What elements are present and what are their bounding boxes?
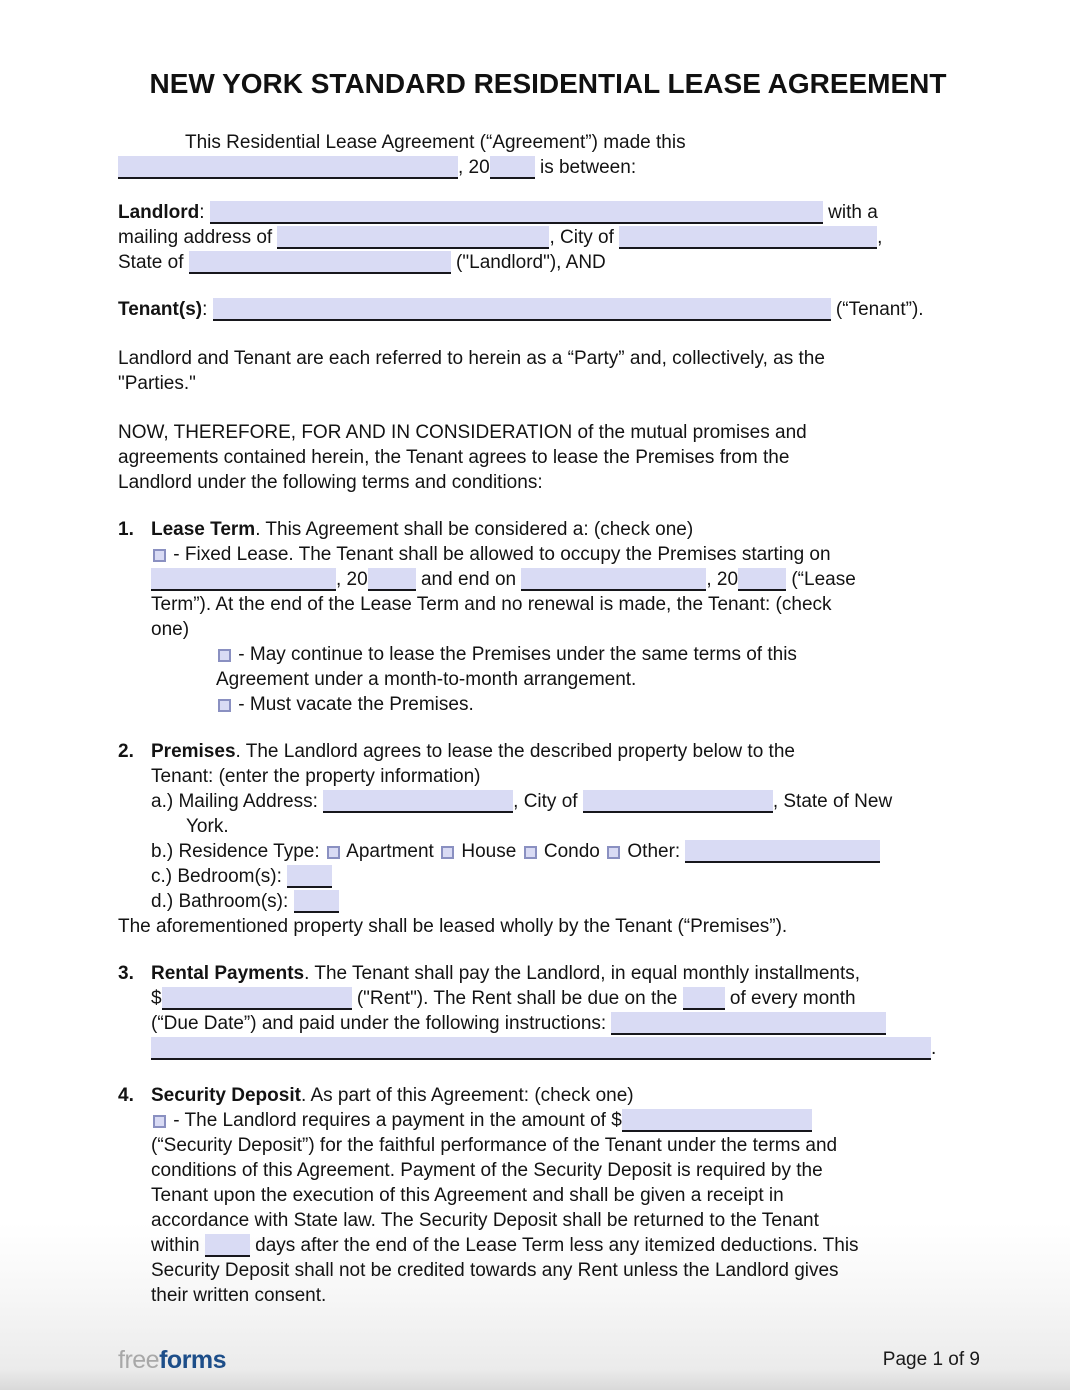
section-2-heading: Premises. The Landlord agrees to lease the described property below to the [151,741,795,762]
section-4-number: 4. [118,1085,134,1106]
section-security-deposit [118,1083,978,1308]
fixed-lease-line-2: , 20 and end on , 20 (“Lease [151,567,978,592]
rent-due-day-field[interactable] [683,987,725,1010]
parties-line-1: Landlord and Tenant are each referred to herein as a “Party” and, collectively, as the [118,348,825,369]
premises-city-field[interactable] [583,790,773,813]
bathrooms-field[interactable] [294,890,339,913]
deposit-line-5: accordance with State law. The Security Deposit shall be returned to the Tenant [151,1210,819,1231]
section-3-number: 3. [118,963,134,984]
section-3-heading: Rental Payments. The Tenant shall pay the Landlord, in equal monthly installments, [151,963,861,984]
fixed-lease-checkbox[interactable] [153,549,166,562]
consideration-line-3: Landlord under the following terms and conditions: [118,472,543,493]
lease-end-date-field[interactable] [521,568,706,591]
lease-end-year-field[interactable] [738,568,786,591]
rent-amount-line: $ ("Rent"). The Rent shall be due on the of every month [151,988,856,1009]
section-1-heading: Lease Term. This Agreement shall be considered a: (check one) [151,519,694,540]
deposit-line-8: their written consent. [151,1285,327,1306]
section-2-number: 2. [118,741,134,762]
residence-type-condo-checkbox[interactable] [524,846,537,859]
security-deposit-checkbox[interactable] [153,1115,166,1128]
security-deposit-amount-field[interactable] [622,1109,812,1132]
deposit-line-7: Security Deposit shall not be credited towards any Rent unless the Landlord gives [151,1260,839,1281]
premises-address-line-2: York. [186,816,229,837]
residence-type-other-checkbox[interactable] [607,846,620,859]
parties-line-2: "Parties." [118,373,196,394]
section-4-title: Security Deposit [151,1085,301,1106]
page-number-label: Page 1 of 9 [882,1349,980,1370]
continue-lease-checkbox[interactable] [218,649,231,662]
rent-amount-field[interactable] [162,987,352,1010]
lease-start-year-field[interactable] [368,568,416,591]
landlord-line-3: State of ("Landlord"), AND [118,252,606,273]
vacate-premises-checkbox[interactable] [218,699,231,712]
deposit-line-4: Tenant upon the execution of this Agreement and shall be given a receipt in [151,1185,784,1206]
continue-option-line-2: Agreement under a month-to-month arrangement. [216,669,637,690]
tenant-line: Tenant(s): (“Tenant”). [118,299,924,320]
residence-type-other-field[interactable] [685,840,880,863]
deposit-line-2: (“Security Deposit”) for the faithful performance of the Tenant under the terms and [151,1135,838,1156]
landlord-city-field[interactable] [619,226,877,249]
landlord-mailing-address-field[interactable] [277,226,549,249]
vacate-option-line: - Must vacate the Premises. [151,692,978,717]
freeforms-logo [118,1346,226,1374]
section-1-number: 1. [118,519,134,540]
landlord-line-2: mailing address of , City of , [118,227,883,248]
section-2-body [151,739,978,914]
section-3-body [151,961,978,1061]
fixed-lease-line-1: - Fixed Lease. The Tenant shall be allowed to occupy the Premises starting on [151,542,978,567]
payment-instructions-line-1: (“Due Date”) and paid under the following instructions: [151,1011,978,1036]
section-4-body [151,1083,978,1308]
freeforms-logo-free: free [118,1346,160,1374]
consideration-paragraph [118,420,978,495]
deposit-return-days-line: within days after the end of the Lease Term less any itemized deductions. This [151,1235,859,1256]
document-title: NEW YORK STANDARD RESIDENTIAL LEASE AGREEMENT [149,68,947,99]
freeforms-logo-forms: forms [159,1346,227,1374]
consideration-line-1: NOW, THEREFORE, FOR AND IN CONSIDERATION of the mutual promises and [118,422,807,443]
payment-instructions-field-2[interactable] [151,1037,931,1060]
intro-paragraph [118,130,978,180]
deposit-line-3: conditions of this Agreement. Payment of the Security Deposit is required by the [151,1160,823,1181]
intro-line-2: , 20 is between: [118,155,978,180]
payment-instructions-line-2: . [151,1036,978,1061]
section-4-heading: Security Deposit. As part of this Agreement: (check one) [151,1085,634,1106]
deposit-amount-line: - The Landlord requires a payment in the amount of $ [151,1108,978,1133]
residence-type-apartment-checkbox[interactable] [327,846,340,859]
bathrooms-line: d.) Bathroom(s): [151,889,978,914]
landlord-paragraph [118,200,978,275]
made-this-date-field[interactable] [118,156,458,179]
residence-type-house-checkbox[interactable] [441,846,454,859]
fixed-lease-line-4: one) [151,619,190,640]
deposit-return-days-field[interactable] [205,1234,250,1257]
fixed-lease-line-3: Term”). At the end of the Lease Term and no renewal is made, the Tenant: (check [151,594,832,615]
continue-option-line-1: - May continue to lease the Premises under the same terms of this [151,642,978,667]
premises-address-line-1: a.) Mailing Address: , City of , State of New [151,791,893,812]
landlord-line-1: Landlord: with a [118,202,878,223]
consideration-line-2: agreements contained herein, the Tenant agrees to lease the Premises from the [118,447,790,468]
made-this-year-field[interactable] [490,156,535,179]
section-1-title: Lease Term [151,519,256,540]
tenant-paragraph [118,297,978,322]
parties-paragraph [118,346,978,396]
landlord-name-field[interactable] [210,201,823,224]
landlord-label: Landlord [118,202,200,223]
premises-tail-line: The aforementioned property shall be leased wholly by the Tenant (“Premises”). [118,916,788,937]
tenant-label: Tenant(s) [118,299,203,320]
bedrooms-line: c.) Bedroom(s): [151,864,978,889]
section-1-body [151,517,978,717]
premises-mailing-address-field[interactable] [323,790,513,813]
lease-start-date-field[interactable] [151,568,336,591]
section-premises [118,739,978,914]
section-2-line-2: Tenant: (enter the property information) [151,766,481,787]
page-footer [118,1346,980,1374]
residence-type-line: b.) Residence Type: Apartment House Condo Other: [151,839,978,864]
payment-instructions-field-1[interactable] [611,1012,886,1035]
landlord-state-field[interactable] [189,251,451,274]
bedrooms-field[interactable] [287,865,332,888]
section-lease-term [118,517,978,717]
tenant-names-field[interactable] [213,298,831,321]
section-3-title: Rental Payments [151,963,305,984]
section-rental-payments [118,961,978,1061]
section-2-title: Premises [151,741,236,762]
intro-line-1: This Residential Lease Agreement (“Agreement”) made this [185,132,686,153]
